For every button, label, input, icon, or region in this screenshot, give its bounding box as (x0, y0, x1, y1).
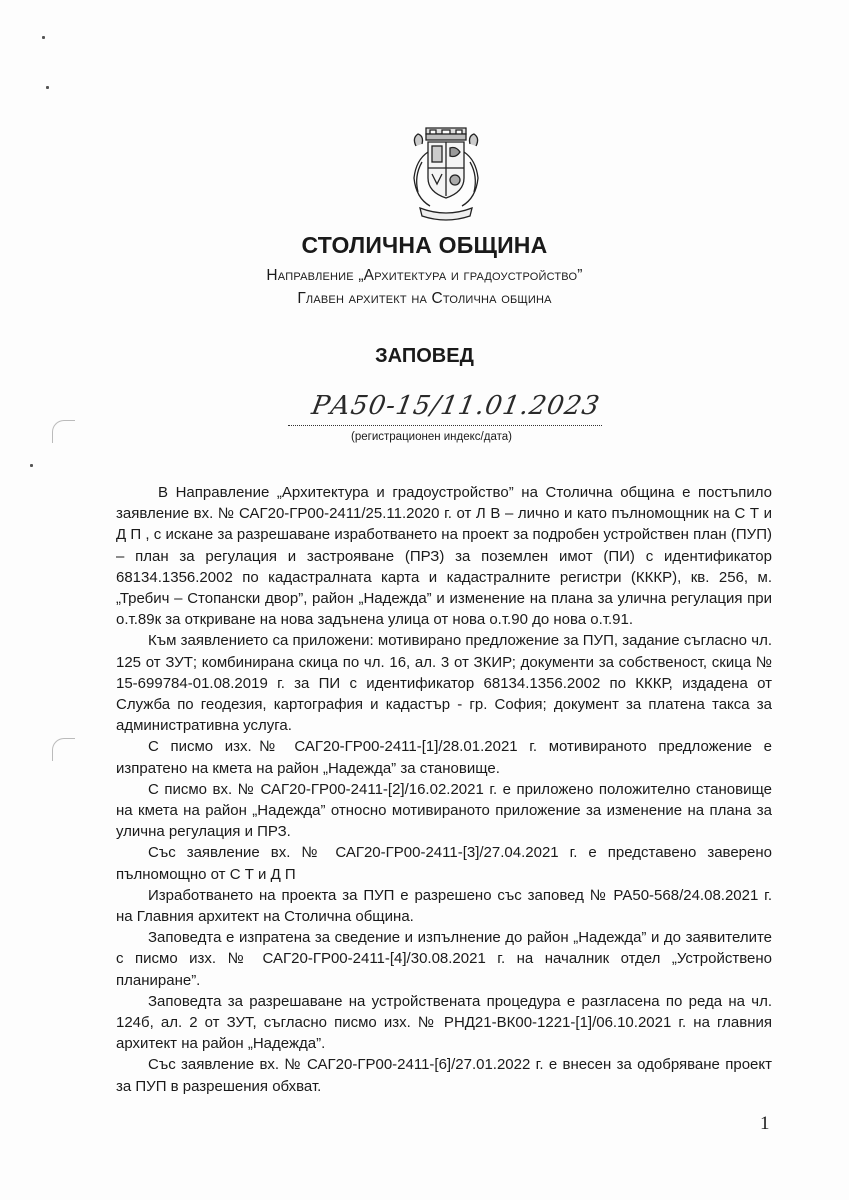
registration-index-handwritten: РА50-15/11.01.2023 (309, 391, 603, 421)
paragraph: Със заявление вх. № САГ20-ГР00-2411-[6]/27.01.2022 г. е внесен за одобряване проект за ПУП в разрешения обхват. (116, 1056, 772, 1095)
scan-speck (46, 86, 49, 89)
page-number: 1 (760, 1113, 770, 1134)
paragraph: В Направление „Архитектура и градоустройство” на Столична община е постъпило заявление вх. № САГ20-ГР00-2411/25.11.2020 г. от Л В – лично и като пълномощник на С Т и Д П , с искане за разрешаване изработването на проект за подробен устройствен план (ПУП) – план за регулация и застрояване (ПРЗ) за поземлен имот (ПИ) с идентификатор 68134.1356.2002 по кадастралната карта и кадастралните регистри (КККР), кв. 256, м. „Требич – Стопански двор”, район „Надежда” и изменение на плана за улична регулация при о.т.89к за откриване на нова задънена улица от нова о.т.90 до нова о.т.91. (116, 484, 772, 629)
organization-name: СТОЛИЧНА ОБЩИНА (301, 232, 548, 258)
paragraph: Заповедта за разрешаване на устройствената процедура е разгласена по реда на чл. 124б, ал. 2 от ЗУТ, съгласно писмо изх. № РНД21-ВК00-1221-[1]/06.10.2021 г. на главния архитект на район „Надежда”. (116, 992, 772, 1053)
paragraph: Изработването на проекта за ПУП е разрешено със заповед № РА50-568/24.08.2021 г. на Главния архитект на Столична община. (116, 886, 772, 926)
sofia-coat-of-arms-icon (402, 122, 490, 226)
document-title: ЗАПОВЕД (375, 345, 474, 367)
order-body (116, 482, 772, 1097)
punch-hole-mark (52, 738, 75, 761)
registration-field (288, 391, 603, 426)
paragraph: С писмо вх. № САГ20-ГР00-2411-[2]/16.02.2021 г. е приложено положително становище на кмета на район „Надежда” относно мотивираното приложение за изменение на плана за улична регулация и ПРЗ. (116, 780, 772, 841)
paragraph: Със заявление вх. № САГ20-ГР00-2411-[3]/27.04.2021 г. е представено заверено пълномощно от С Т и Д П (116, 844, 772, 883)
chief-architect-title: Главен архитект на Столична община (297, 290, 552, 307)
paragraph: С писмо изх.№ САГ20-ГР00-2411-[1]/28.01.2021 г. мотивираното предложение е изпратено на кмета на район „Надежда” за становище. (116, 738, 772, 777)
department-name: Направление „Архитектура и градоустройство” (266, 267, 583, 284)
paragraph: Към заявлението са приложени: мотивирано предложение за ПУП, задание съгласно чл. 125 от ЗУТ; комбинирана скица по чл. 16, ал. 3 от ЗКИР; документи за собственост, скица № 15-699784-01.08.2019 г. за ПИ с идентификатор 68134.1356.2002 по КККР, издадена от Служба по геодезия, картография и кадастър - гр. София; документ за платена такса за административна услуга. (116, 632, 772, 735)
scan-speck (42, 36, 45, 39)
registration-caption: (регистрационен индекс/дата) (351, 431, 512, 443)
scan-speck (30, 464, 33, 467)
paragraph: Заповедта е изпратена за сведение и изпълнение до район „Надежда” и до заявителите с писмо изх. № САГ20-ГР00-2411-[4]/30.08.2021 г. на началник отдел „Устройствено планиране”. (116, 929, 772, 989)
